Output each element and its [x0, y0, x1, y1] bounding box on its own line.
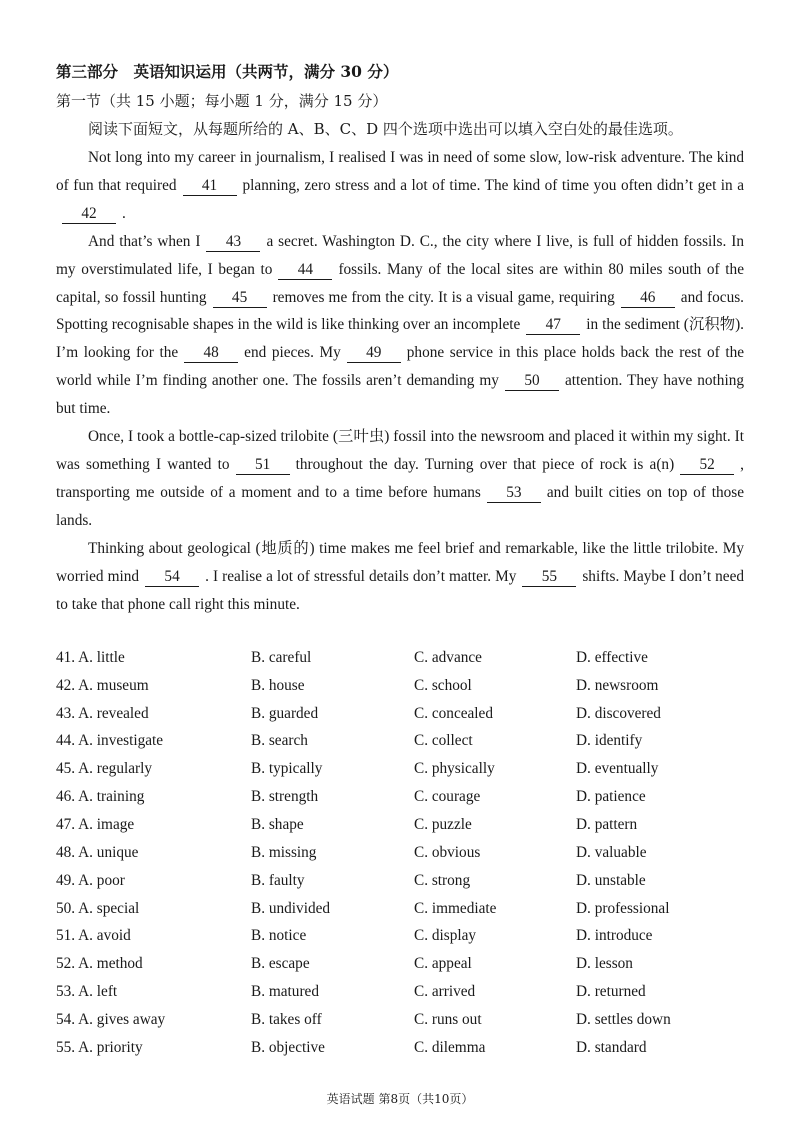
blank-48: 48	[184, 344, 238, 363]
passage-text: end pieces. My	[244, 344, 341, 362]
option-d: D. professional	[576, 899, 670, 917]
blank-43: 43	[206, 233, 260, 252]
page-footer: 英语试题 第8页（共10页）	[326, 1092, 474, 1106]
option-a: 54. A. gives away	[56, 1010, 166, 1028]
blank-44: 44	[278, 261, 332, 280]
blank-55: 55	[522, 568, 576, 587]
option-b: B. escape	[251, 955, 310, 973]
passage-paragraph-1	[56, 144, 744, 228]
passage-paragraph-4	[56, 535, 744, 619]
blank-50: 50	[505, 372, 559, 391]
question-row	[56, 755, 756, 783]
option-c: C. dilemma	[414, 1038, 486, 1056]
option-d: D. lesson	[576, 955, 633, 973]
option-a: 42. A. museum	[56, 676, 149, 694]
option-b: B. strength	[251, 788, 319, 806]
question-row	[56, 950, 756, 978]
passage-text: planning, zero stress and a lot of time. The kind of time you often didn’t get in a	[242, 176, 744, 194]
passage-paragraph-2	[56, 228, 744, 423]
question-row	[56, 839, 756, 867]
part-title: 第三部分 英语知识运用（共两节，满分 30 分）	[56, 62, 399, 81]
option-b: B. notice	[251, 927, 307, 945]
blank-49: 49	[347, 344, 401, 363]
option-d: D. standard	[576, 1038, 647, 1056]
option-d: D. effective	[576, 648, 648, 666]
option-b: B. objective	[251, 1038, 325, 1056]
option-c: C. obvious	[414, 843, 481, 861]
option-c: C. arrived	[414, 983, 476, 1001]
option-c: C. collect	[414, 732, 473, 750]
option-d: D. returned	[576, 983, 646, 1001]
option-a: 41. A. little	[56, 648, 125, 666]
blank-54: 54	[145, 568, 199, 587]
instruction-text: 阅读下面短文，从每题所给的 A、B、C、D 四个选项中选出可以填入空白处的最佳选项。	[88, 120, 683, 138]
blank-52: 52	[680, 456, 734, 475]
section-title: 第一节（共 15 小题；每小题 1 分，满分 15 分）	[56, 92, 388, 110]
passage-text: Not long into my career in journalism, I realised I was in need of some slow, low-risk adventure. The kind of fun that required	[56, 149, 744, 194]
option-b: B. search	[251, 732, 308, 750]
blank-51: 51	[236, 456, 290, 475]
passage-text: fossils. Many of the local sites are within 80 miles south of the capital, so fossil hunting	[56, 260, 744, 306]
answer-options	[56, 644, 756, 1062]
passage-text: .	[122, 204, 126, 222]
option-d: D. eventually	[576, 760, 659, 778]
option-b: B. house	[251, 676, 305, 694]
question-row	[56, 783, 756, 811]
passage-text: and focus. Spotting recognisable shapes in the wild is like thinking over an incomplete	[56, 288, 745, 334]
option-a: 47. A. image	[56, 815, 135, 833]
option-a: 53. A. left	[56, 983, 118, 1001]
option-a: 55. A. priority	[56, 1038, 143, 1056]
option-a: 50. A. special	[56, 899, 140, 917]
option-a: 51. A. avoid	[56, 927, 131, 945]
option-d: D. settles down	[576, 1010, 671, 1028]
option-c: C. advance	[414, 648, 482, 666]
passage-text: And that’s when I	[88, 232, 201, 250]
option-c: C. display	[414, 927, 477, 945]
option-a: 43. A. revealed	[56, 704, 149, 722]
option-c: C. physically	[414, 760, 495, 778]
option-d: D. identify	[576, 732, 643, 750]
option-b: B. takes off	[251, 1010, 322, 1028]
blank-41: 41	[183, 177, 237, 196]
option-a: 52. A. method	[56, 955, 143, 973]
question-row	[56, 1006, 756, 1034]
question-row	[56, 700, 756, 728]
option-b: B. undivided	[251, 899, 331, 917]
option-c: C. immediate	[414, 899, 497, 917]
option-b: B. careful	[251, 648, 312, 666]
option-d: D. pattern	[576, 815, 638, 833]
passage-text: a secret. Washington D. C., the city where I live, is full of hidden fossils. In my overstimulated life, I began to	[56, 232, 744, 278]
option-a: 46. A. training	[56, 788, 145, 806]
passage-text: phone service in this place holds back the rest of the world while I’m finding another one. The fossils aren’t demanding my	[56, 344, 745, 390]
option-a: 45. A. regularly	[56, 760, 153, 778]
passage-text: in the sediment (沉积物). I’m looking for the	[56, 316, 744, 362]
option-c: C. strong	[414, 871, 471, 889]
option-c: C. courage	[414, 788, 481, 806]
option-c: C. school	[414, 676, 472, 694]
option-a: 44. A. investigate	[56, 732, 164, 750]
option-d: D. patience	[576, 788, 646, 806]
passage-text: shifts. Maybe I don’t need to take that phone call right this minute.	[56, 567, 745, 613]
option-b: B. shape	[251, 815, 304, 833]
passage-text: Once, I took a bottle-cap-sized trilobite (三叶虫) fossil into the newsroom and placed it within my sight. It was something I wanted to	[56, 428, 744, 473]
blank-45: 45	[213, 289, 267, 308]
passage-text: attention. They have nothing but time.	[56, 372, 745, 418]
option-c: C. concealed	[414, 704, 493, 722]
option-b: B. faulty	[251, 871, 305, 889]
cloze-passage	[56, 144, 744, 618]
blank-46: 46	[621, 289, 675, 308]
option-d: D. discovered	[576, 704, 661, 722]
question-row	[56, 922, 756, 950]
option-c: C. runs out	[414, 1010, 482, 1028]
blank-53: 53	[487, 484, 541, 503]
question-row	[56, 978, 756, 1006]
passage-text: throughout the day. Turning over that piece of rock is a(n)	[295, 455, 675, 473]
blank-42: 42	[62, 205, 116, 224]
passage-text: , transporting me outside of a moment and to a time before humans	[56, 455, 744, 501]
passage-text: removes me from the city. It is a visual game, requiring	[272, 288, 615, 306]
question-row	[56, 867, 756, 895]
blank-47: 47	[526, 316, 580, 335]
option-b: B. missing	[251, 843, 317, 861]
option-d: D. valuable	[576, 843, 647, 861]
question-row	[56, 895, 756, 923]
question-row	[56, 1034, 756, 1062]
passage-text: Thinking about geological (地质的) time makes me feel brief and remarkable, like the little trilobite. My worried mind	[56, 539, 744, 585]
option-a: 49. A. poor	[56, 871, 125, 889]
question-row	[56, 672, 756, 700]
passage-text: and built cities on top of those lands.	[56, 483, 744, 529]
option-a: 48. A. unique	[56, 843, 139, 861]
question-row	[56, 644, 756, 672]
option-c: C. appeal	[414, 955, 472, 973]
option-c: C. puzzle	[414, 815, 472, 833]
question-row	[56, 728, 756, 756]
option-d: D. introduce	[576, 927, 653, 945]
option-b: B. matured	[251, 983, 319, 1001]
option-d: D. unstable	[576, 871, 646, 889]
passage-paragraph-3	[56, 423, 744, 535]
passage-text: . I realise a lot of stressful details don’t matter. My	[205, 567, 517, 585]
option-d: D. newsroom	[576, 676, 659, 694]
question-row	[56, 811, 756, 839]
option-b: B. typically	[251, 760, 323, 778]
option-b: B. guarded	[251, 704, 319, 722]
